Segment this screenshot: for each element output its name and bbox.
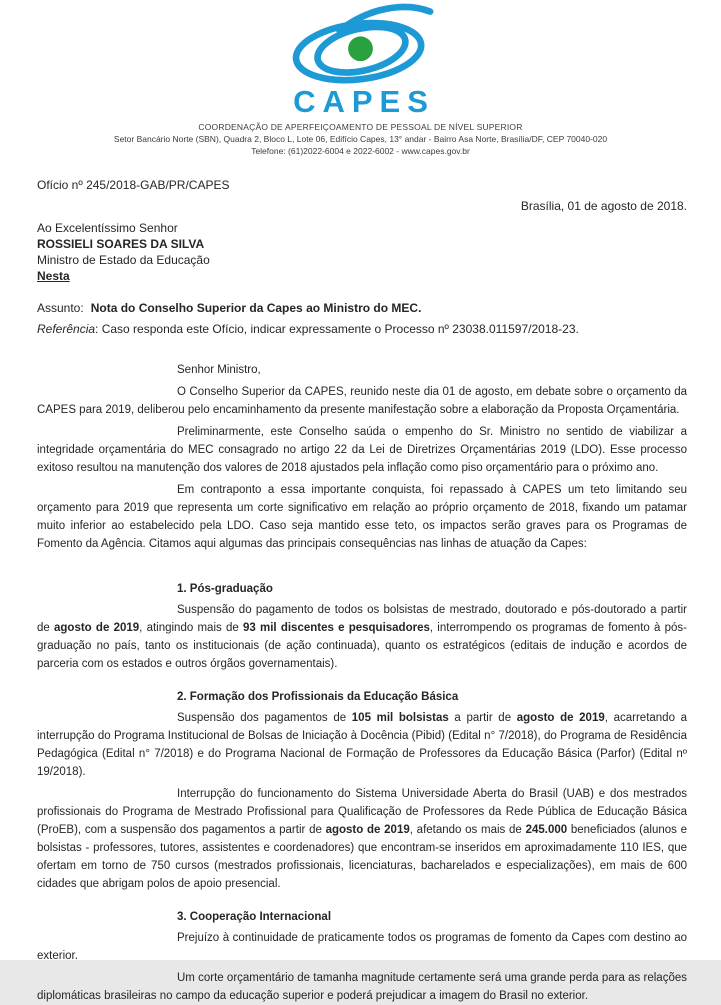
- org-address-line: Setor Bancário Norte (SBN), Quadra 2, Bloco L, Lote 06, Edifício Capes, 13° andar - Bairro Asa Norte, Brasília/DF, CEP 70040-020: [113, 134, 608, 144]
- recipient-city: Nesta: [37, 269, 70, 283]
- body-paragraph: Suspensão dos pagamentos de 105 mil bolsistas a partir de agosto de 2019, acarretando a interrupção do Programa Institucional de Bolsas de Iniciação à Docência (Pibid) (Edital n° 7/2018), do Programa de Residência Pedagógica (Edital n° 7/2018) e do Programa Nacional de Formação de Professores da Educação Básica (Parfor) (Edital nº 19/2018).: [37, 712, 688, 778]
- section-heading: 2. Formação dos Profissionais da Educação Básica: [177, 691, 459, 703]
- date-line: Brasília, 01 de agosto de 2018.: [520, 199, 687, 213]
- oficio-number: Ofício nº 245/2018-GAB/PR/CAPES: [37, 178, 230, 192]
- subject-text: Nota do Conselho Superior da Capes ao Ministro do MEC: [90, 301, 419, 315]
- body-paragraph: Senhor Ministro,: [177, 364, 261, 376]
- body-paragraph: Preliminarmente, este Conselho saúda o empenho do Sr. Ministro no sentido de viabilizar a integridade orçamentária do MEC consagrado no artigo 22 da Lei de Diretrizes Orçamentárias 2019 (LDO). Esse processo exitoso resultou na manutenção dos valores de 2018 ajustados pela inflação como piso orçamentário para o próximo ano.: [37, 426, 687, 474]
- subject-label: Assunto:: [37, 301, 84, 315]
- org-phone-line: Telefone: (61)2022-6004 e 2022-6002 - www.capes.gov.br: [251, 146, 470, 156]
- body-paragraph: Prejuízo à continuidade de praticamente todos os programas de fomento da Capes com destino ao exterior.: [37, 932, 687, 962]
- body-paragraph: Um corte orçamentário de tamanha magnitude certamente será uma grande perda para as relações diplomáticas brasileiras no campo da educação superior e poderá prejudicar a imagem do Brasil no exterior.: [37, 972, 687, 1002]
- letter-content: [0, 178, 721, 1005]
- body-paragraph: Suspensão do pagamento de todos os bolsistas de mestrado, doutorado e pós-doutorado a partir de agosto de 2019, atingindo mais de 93 mil discentes e pesquisadores, interrompendo os programas de fomento à pós-graduação no país, tanto os institucionais (de ação continuada), quanto os estratégicos (editais de indução e acordos de parceria com os estados e outros órgãos governamentais).: [37, 604, 687, 670]
- green-dot-icon: [348, 36, 373, 61]
- body-paragraph: Interrupção do funcionamento do Sistema Universidade Aberta do Brasil (UAB) e dos mestrados profissionais do Programa de Mestrado Profissional para Qualificação de Professores da Rede Pública de Educação Básica (ProEB), com a suspensão dos pagamentos a partir de agosto de 2019, afetando os mais de 245.000 beneficiados (alunos e bolsistas - professores, tutores, assistentes e coordenadores) que encontram-se inseridos em aproximadamente 110 IES, que ofertam em torno de 750 cursos (mestrados profissionais, licenciaturas, bacharelados e especializações), em mais de 600 cidades que abrigam polos de apoio presencial.: [37, 788, 688, 890]
- reference-label: Referência: [37, 322, 96, 336]
- reference-line: [37, 322, 687, 336]
- recipient-salutation: Ao Excelentíssimo Senhor: [37, 221, 178, 235]
- recipient-name: ROSSIELI SOARES DA SILVA: [37, 237, 205, 251]
- section-heading: 1. Pós-graduação: [177, 583, 273, 595]
- letterhead: [0, 0, 721, 157]
- section-heading: 3. Cooperação Internacional: [177, 911, 332, 923]
- subject-period: .: [418, 301, 422, 315]
- capes-logo: [283, 3, 438, 117]
- capes-wordmark: CAPES: [293, 84, 435, 119]
- reference-text: : Caso responda este Ofício, indicar expressamente o Processo nº 23038.011597/2018-23.: [95, 322, 579, 336]
- capes-orbit-icon: [283, 3, 438, 85]
- subject-line: [37, 301, 687, 315]
- letter-body: [37, 361, 687, 1005]
- body-paragraph: O Conselho Superior da CAPES, reunido neste dia 01 de agosto, em debate sobre o orçamento da CAPES para 2019, deliberou pelo encaminhamento da presente manifestação sobre a elaboração da Proposta Orçamentária.: [37, 386, 687, 416]
- org-name-line: COORDENAÇÃO DE APERFEIÇOAMENTO DE PESSOAL DE NÍVEL SUPERIOR: [198, 122, 523, 132]
- recipient-block: [37, 220, 687, 284]
- body-paragraph: Em contraponto a essa importante conquista, foi repassado à CAPES um teto limitando seu orçamento para 2019 que representa um corte significativo em relação ao próprio orçamento de 2018, fixando um patamar muito inferior ao estabelecido pela LDO. Caso seja mantido esse teto, os impactos serão graves para os Programas de Fomento da Agência. Citamos aqui algumas das principais consequências nas linhas de atuação da Capes:: [37, 484, 687, 550]
- recipient-role: Ministro de Estado da Educação: [37, 253, 210, 267]
